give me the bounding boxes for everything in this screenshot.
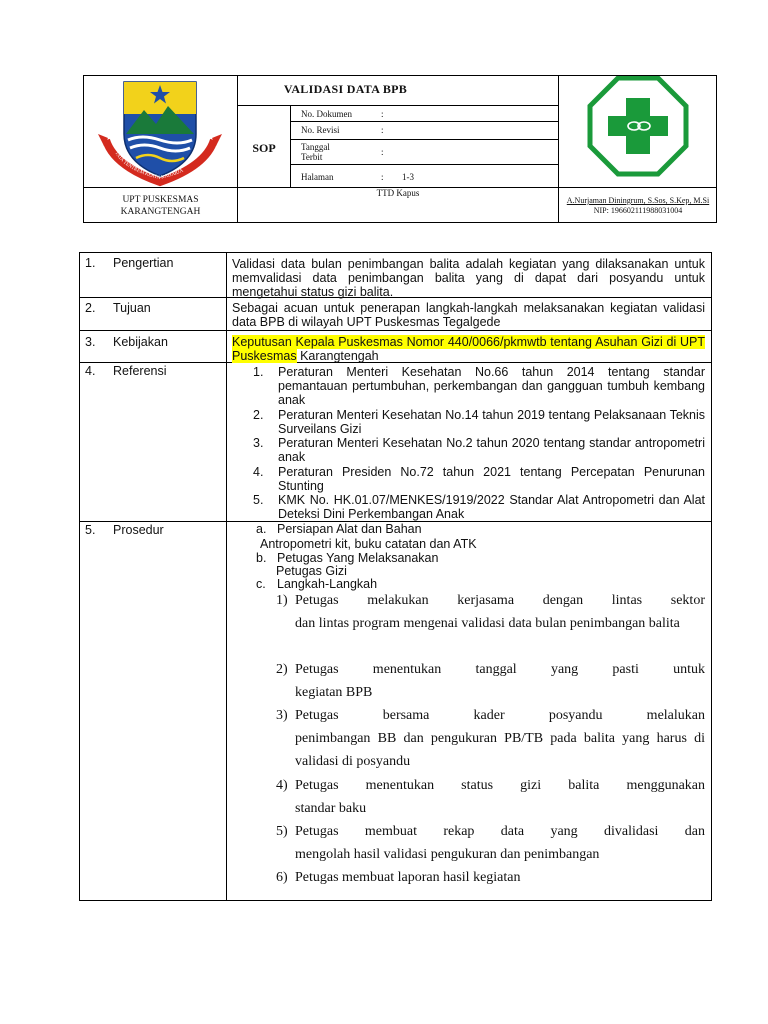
regency-logo: [84, 76, 237, 187]
meta-label-no-dokumen: No. Dokumen: [301, 109, 352, 119]
procedure-a-text: Antropometri kit, buku catatan dan ATK: [260, 537, 477, 551]
meta-colon: :: [381, 147, 384, 157]
meta-value-halaman: 1-3: [402, 172, 414, 182]
step-number: 4): [276, 778, 288, 793]
step-text-continued: penimbangan BB dan pengukuran PB/TB pada balita yang harus di validasi di posyandu: [295, 731, 705, 769]
sop-label: SOP: [252, 141, 276, 155]
reference-item: [232, 436, 705, 464]
divider: [226, 253, 227, 900]
section-number: 5.: [85, 523, 96, 537]
step-number: 1): [276, 593, 288, 608]
reference-text: Peraturan Menteri Kesehatan No.2 tahun 2020 tentang standar antropometri anak: [278, 436, 705, 464]
reference-number: 5.: [253, 493, 264, 507]
procedure-c-title: Langkah-Langkah: [277, 577, 378, 591]
step-text: Petugas menentukan status gizi balita menggunakan: [295, 778, 705, 793]
unit-name-line1: UPT PUSKESMAS: [122, 195, 199, 205]
reference-item: [232, 465, 705, 493]
plain-text: Karangtengah: [296, 349, 379, 363]
meta-colon: :: [381, 109, 384, 119]
reference-number: 2.: [253, 408, 264, 422]
divider: [290, 105, 291, 187]
meta-colon: :: [381, 125, 384, 135]
divider: [290, 139, 558, 140]
reference-number: 4.: [253, 465, 264, 479]
sop-header-table: [83, 75, 717, 223]
highlighted-text: Keputusan Kepala Puskesmas Nomor 440/0066/pkmwtb tentang Asuhan Gizi di UPT Puskesmas: [232, 335, 705, 363]
reference-item: [232, 365, 705, 407]
divider: [290, 121, 558, 122]
meta-colon: :: [381, 172, 384, 182]
step-text: Petugas melakukan kerjasama dengan lintas sektor: [295, 593, 705, 608]
step-number: 5): [276, 824, 288, 839]
step-text: Petugas membuat rekap data yang divalidasi dan: [295, 824, 705, 839]
step-text-continued: mengolah hasil validasi pengukuran dan penimbangan: [295, 847, 600, 862]
procedure-b-text: Petugas Gizi: [276, 564, 347, 578]
signature-label: TTD Kapus: [376, 188, 420, 198]
step-text-continued: kegiatan BPB: [295, 685, 373, 700]
procedure-c-letter: c.: [256, 577, 266, 591]
head-nip: NIP: 196602111988031004: [593, 206, 683, 215]
section-label-referensi: Referensi: [113, 364, 167, 378]
step-number: 2): [276, 662, 288, 677]
section-number: 2.: [85, 301, 96, 315]
step-number: 6): [276, 870, 288, 885]
reference-number: 1.: [253, 365, 264, 379]
step-text-continued: dan lintas program mengenai validasi data bulan penimbangan balita: [295, 616, 680, 631]
section-number: 1.: [85, 256, 96, 270]
procedure-b-letter: b.: [256, 551, 267, 565]
step-text: Petugas menentukan tanggal yang pasti untuk: [295, 662, 705, 677]
ribbon-text: TATA TENTREM KERTA RAHARJA: [113, 151, 185, 181]
unit-name: [84, 194, 237, 218]
divider: [80, 330, 711, 331]
reference-text: Peraturan Presiden No.72 tahun 2021 tentang Percepatan Penurunan Stunting: [278, 465, 705, 493]
step-text: Petugas membuat laporan hasil kegiatan: [295, 870, 521, 885]
procedure-b-title: Petugas Yang Melaksanakan: [277, 551, 439, 565]
regency-emblem-icon: [84, 76, 237, 187]
step-text: Petugas bersama kader posyandu melalukan: [295, 708, 705, 723]
section-text-pengertian: Validasi data bulan penimbangan balita adalah kegiatan yang dilaksanakan untuk memvalidasi data penimbangan balita yang di dapat dari posyandu untuk mengetahui status gizi balita.: [232, 257, 705, 299]
reference-item: [232, 493, 705, 521]
section-label-tujuan: Tujuan: [113, 301, 151, 315]
sop-content-table: [79, 252, 712, 901]
step-text-continued: standar baku: [295, 801, 367, 816]
procedure-a-title: Persiapan Alat dan Bahan: [277, 522, 422, 536]
section-text-kebijakan: [232, 335, 705, 363]
section-label-kebijakan: Kebijakan: [113, 335, 168, 349]
reference-item: [232, 408, 705, 436]
section-number: 4.: [85, 364, 96, 378]
puskesmas-logo: [558, 76, 718, 187]
section-label-prosedur: Prosedur: [113, 523, 164, 537]
reference-text: Peraturan Menteri Kesehatan No.66 tahun 2014 tentang standar pemantauan pertumbuhan, perkembangan dan gangguan tumbuh kembang anak: [278, 365, 705, 407]
procedure-a-letter: a.: [256, 522, 267, 536]
head-name: A.Nurjaman Diningrum, S.Sos, S.Kep, M.Si: [566, 196, 710, 205]
meta-label-halaman: Halaman: [301, 172, 334, 182]
reference-text: KMK No. HK.01.07/MENKES/1919/2022 Standar Alat Antropometri dan Alat Deteksi Dini Perkembangan Anak: [278, 493, 705, 521]
meta-label-tanggal-terbit: Tanggal Terbit: [301, 142, 330, 162]
reference-number: 3.: [253, 436, 264, 450]
head-signature-block: [558, 196, 718, 216]
unit-name-line2: KARANGTENGAH: [120, 207, 201, 217]
divider: [238, 105, 558, 106]
meta-label-no-revisi: No. Revisi: [301, 125, 340, 135]
divider: [290, 164, 558, 165]
step-number: 3): [276, 708, 288, 723]
section-label-pengertian: Pengertian: [113, 256, 174, 270]
document-title: VALIDASI DATA BPB: [283, 82, 408, 96]
reference-text: Peraturan Menteri Kesehatan No.14 tahun 2019 tentang Pelaksanaan Teknis Surveilans Gizi: [278, 408, 705, 436]
section-number: 3.: [85, 335, 96, 349]
health-cross-icon: [558, 76, 718, 187]
section-text-tujuan: Sebagai acuan untuk penerapan langkah-langkah melaksanakan kegiatan validasi data BPB di wilayah UPT Puskesmas Tegalgede: [232, 301, 705, 329]
